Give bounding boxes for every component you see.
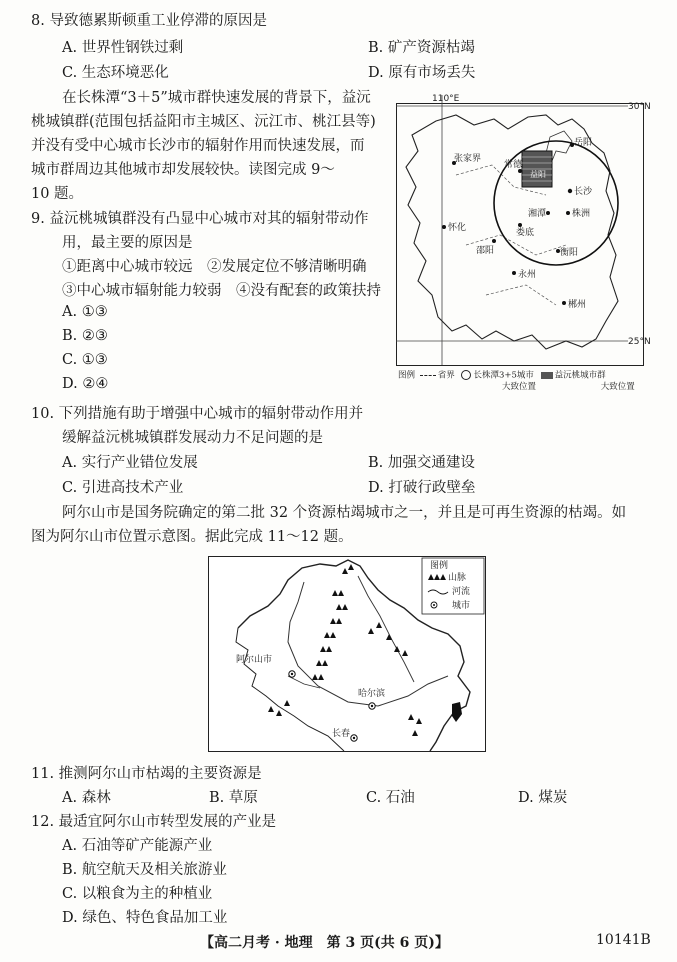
aershan-map [208,556,486,752]
question-12-stem: 12. 最适宜阿尔山市转型发展的产业是 [31,814,277,830]
map1-legend-border: 省界 [437,370,455,381]
page-code: 10141B [596,932,651,948]
province-border [406,115,618,349]
map1-legend-group-b: 大致位置 [600,381,635,392]
passage2-line1: 阿尔山市是国务院确定的第二批 32 个资源枯竭城市之一，并且是可再生资源的枯竭。如 [62,505,627,521]
map1-legend-title: 图例 [398,370,416,381]
city-yongzhou: 永州 [518,270,537,280]
city-changsha: 长沙 [574,187,593,197]
q11-option-b: B. 草原 [209,790,258,806]
city-loudi: 娄底 [516,228,535,238]
passage2-line2: 图为阿尔山市位置示意图。据此完成 11～12 题。 [31,529,353,545]
hunan-map [396,94,651,367]
question-9-stem-1: 9. 益沅桃城镇群没有凸显中心城市对其的辐射带动作 [31,211,369,227]
map1-legend [398,370,635,393]
q10-option-b: B. 加强交通建设 [368,455,475,471]
map1-lat-bottom: 25°N [628,337,651,347]
passage1-line3: 并没有受中心城市长沙市的辐射作用而快速发展，而 [31,138,365,154]
question-8-stem: 8. 导致德累斯顿重工业停滞的原因是 [31,13,267,29]
q12-option-d: D. 绿色、特色食品加工业 [62,910,228,926]
city-zhuzhou: 株洲 [572,209,591,219]
q11-option-a: A. 森林 [62,790,111,806]
q10-option-d: D. 打破行政壁垒 [368,480,476,496]
q9-statements-2: ③中心城市辐射能力较弱 ④没有配套的政策扶持 [62,283,381,299]
passage1-line2: 桃城镇群(范围包括益阳市主城区、沅江市、桃江县等) [31,114,376,130]
city-changchun: 长春 [332,729,351,739]
q9-option-a: A. ①③ [62,304,108,320]
map2-legend-city: 城市 [452,601,471,611]
page-footer: 【高二月考 · 地理 第 3 页(共 6 页)】 [200,935,449,951]
passage1-line5: 10 题。 [31,186,84,202]
city-aershan: 阿尔山市 [236,655,273,665]
map1-lon-label: 110°E [432,94,460,104]
q9-option-b: B. ②③ [62,328,108,344]
city-hengyang: 衡阳 [560,248,579,258]
map1-legend-circle: 长株潭3+5城市 [473,370,534,381]
q12-option-b: B. 航空航天及相关旅游业 [62,862,227,878]
map1-lat-top: 30°N [628,102,651,112]
map2-legend-mountain: 山脉 [448,573,467,583]
city-changde: 常德 [504,160,523,170]
q11-option-d: D. 煤炭 [518,790,568,806]
city-huaihua: 怀化 [448,223,467,233]
q12-option-c: C. 以粮食为主的种植业 [62,886,213,902]
q8-option-d: D. 原有市场丢失 [368,65,476,81]
passage1-line1: 在长株潭“3＋5”城市群快速发展的背景下，益沅 [62,90,371,106]
map1-legend-group: 益沅桃城市群 [554,370,606,381]
question-11-stem: 11. 推测阿尔山市枯竭的主要资源是 [31,766,262,782]
passage1-line4: 城市群周边其他城市却发展较快。读图完成 9～ [31,162,335,178]
q9-option-d: D. ②④ [62,376,109,392]
question-9-stem-2: 用，最主要的原因是 [62,235,193,251]
map2-legend-river: 河流 [452,587,471,597]
q10-option-a: A. 实行产业错位发展 [62,455,198,471]
q10-option-c: C. 引进高技术产业 [62,480,184,496]
map1-legend-circle-b: 大致位置 [502,381,537,392]
q8-option-c: C. 生态环境恶化 [62,65,169,81]
question-10-stem-1: 10. 下列措施有助于增强中心城市的辐射带动作用并 [31,406,364,422]
q8-option-a: A. 世界性钢铁过剩 [62,40,184,56]
city-chenzhou: 郴州 [568,300,587,310]
city-zhangjiajie: 张家界 [454,154,482,164]
question-10-stem-2: 缓解益沅桃城镇群发展动力不足问题的是 [62,430,323,446]
city-xiangtan: 湘潭 [528,209,547,219]
q11-option-c: C. 石油 [366,790,415,806]
q12-option-a: A. 石油等矿产能源产业 [62,838,213,854]
city-yiyang: 益阳 [530,170,546,179]
q9-statements-1: ①距离中心城市较远 ②发展定位不够清晰明确 [62,259,367,275]
q9-option-c: C. ①③ [62,352,108,368]
city-haerbin: 哈尔滨 [358,689,386,699]
map2-legend-title: 图例 [430,561,449,571]
city-shaoyang: 邵阳 [476,246,495,256]
city-yueyang: 岳阳 [574,138,593,148]
q8-option-b: B. 矿产资源枯竭 [368,40,475,56]
